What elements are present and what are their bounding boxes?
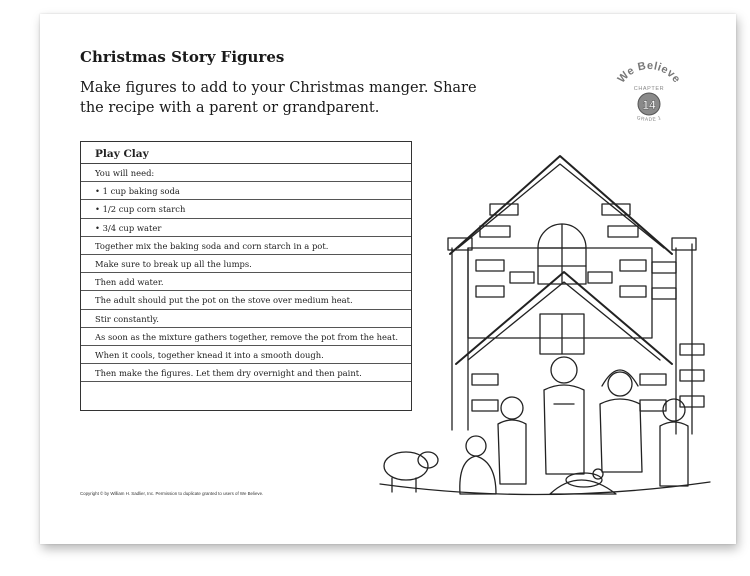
- recipe-line: • 1/2 cup corn starch: [81, 200, 411, 218]
- recipe-line: • 1 cup baking soda: [81, 182, 411, 200]
- recipe-heading: Play Clay: [81, 142, 411, 164]
- recipe-line: Then make the figures. Let them dry overnight and then paint.: [81, 364, 411, 382]
- we-believe-chapter-badge: [610, 60, 688, 126]
- recipe-line: • 3/4 cup water: [81, 219, 411, 237]
- worksheet-instructions: Make figures to add to your Christmas manger. Share the recipe with a parent or grandparent.: [80, 80, 477, 116]
- recipe-line: As soon as the mixture gathers together, remove the pot from the heat.: [81, 328, 411, 346]
- worksheet-title: Christmas Story Figures: [80, 48, 285, 66]
- nativity-stable-illustration: [340, 144, 730, 516]
- recipe-line: Stir constantly.: [81, 310, 411, 328]
- recipe-line: Then add water.: [81, 273, 411, 291]
- recipe-line: Together mix the baking soda and corn starch in a pot.: [81, 237, 411, 255]
- worksheet-page: [40, 14, 736, 544]
- recipe-line: You will need:: [81, 164, 411, 182]
- badge-chapter-label: CHAPTER: [633, 86, 665, 92]
- recipe-line: Make sure to break up all the lumps.: [81, 255, 411, 273]
- recipe-line: The adult should put the pot on the stove over medium heat.: [81, 291, 411, 309]
- recipe-line: When it cools, together knead it into a smooth dough.: [81, 346, 411, 364]
- badge-series-text: We Believe: [615, 60, 683, 86]
- badge-chapter-number: 14: [642, 98, 656, 112]
- copyright-footer: Copyright © by William H. Sadlier, Inc. Permission to duplicate granted to users of We Believe.: [80, 491, 264, 496]
- badge-grade-text: GRADE 1: [635, 115, 663, 124]
